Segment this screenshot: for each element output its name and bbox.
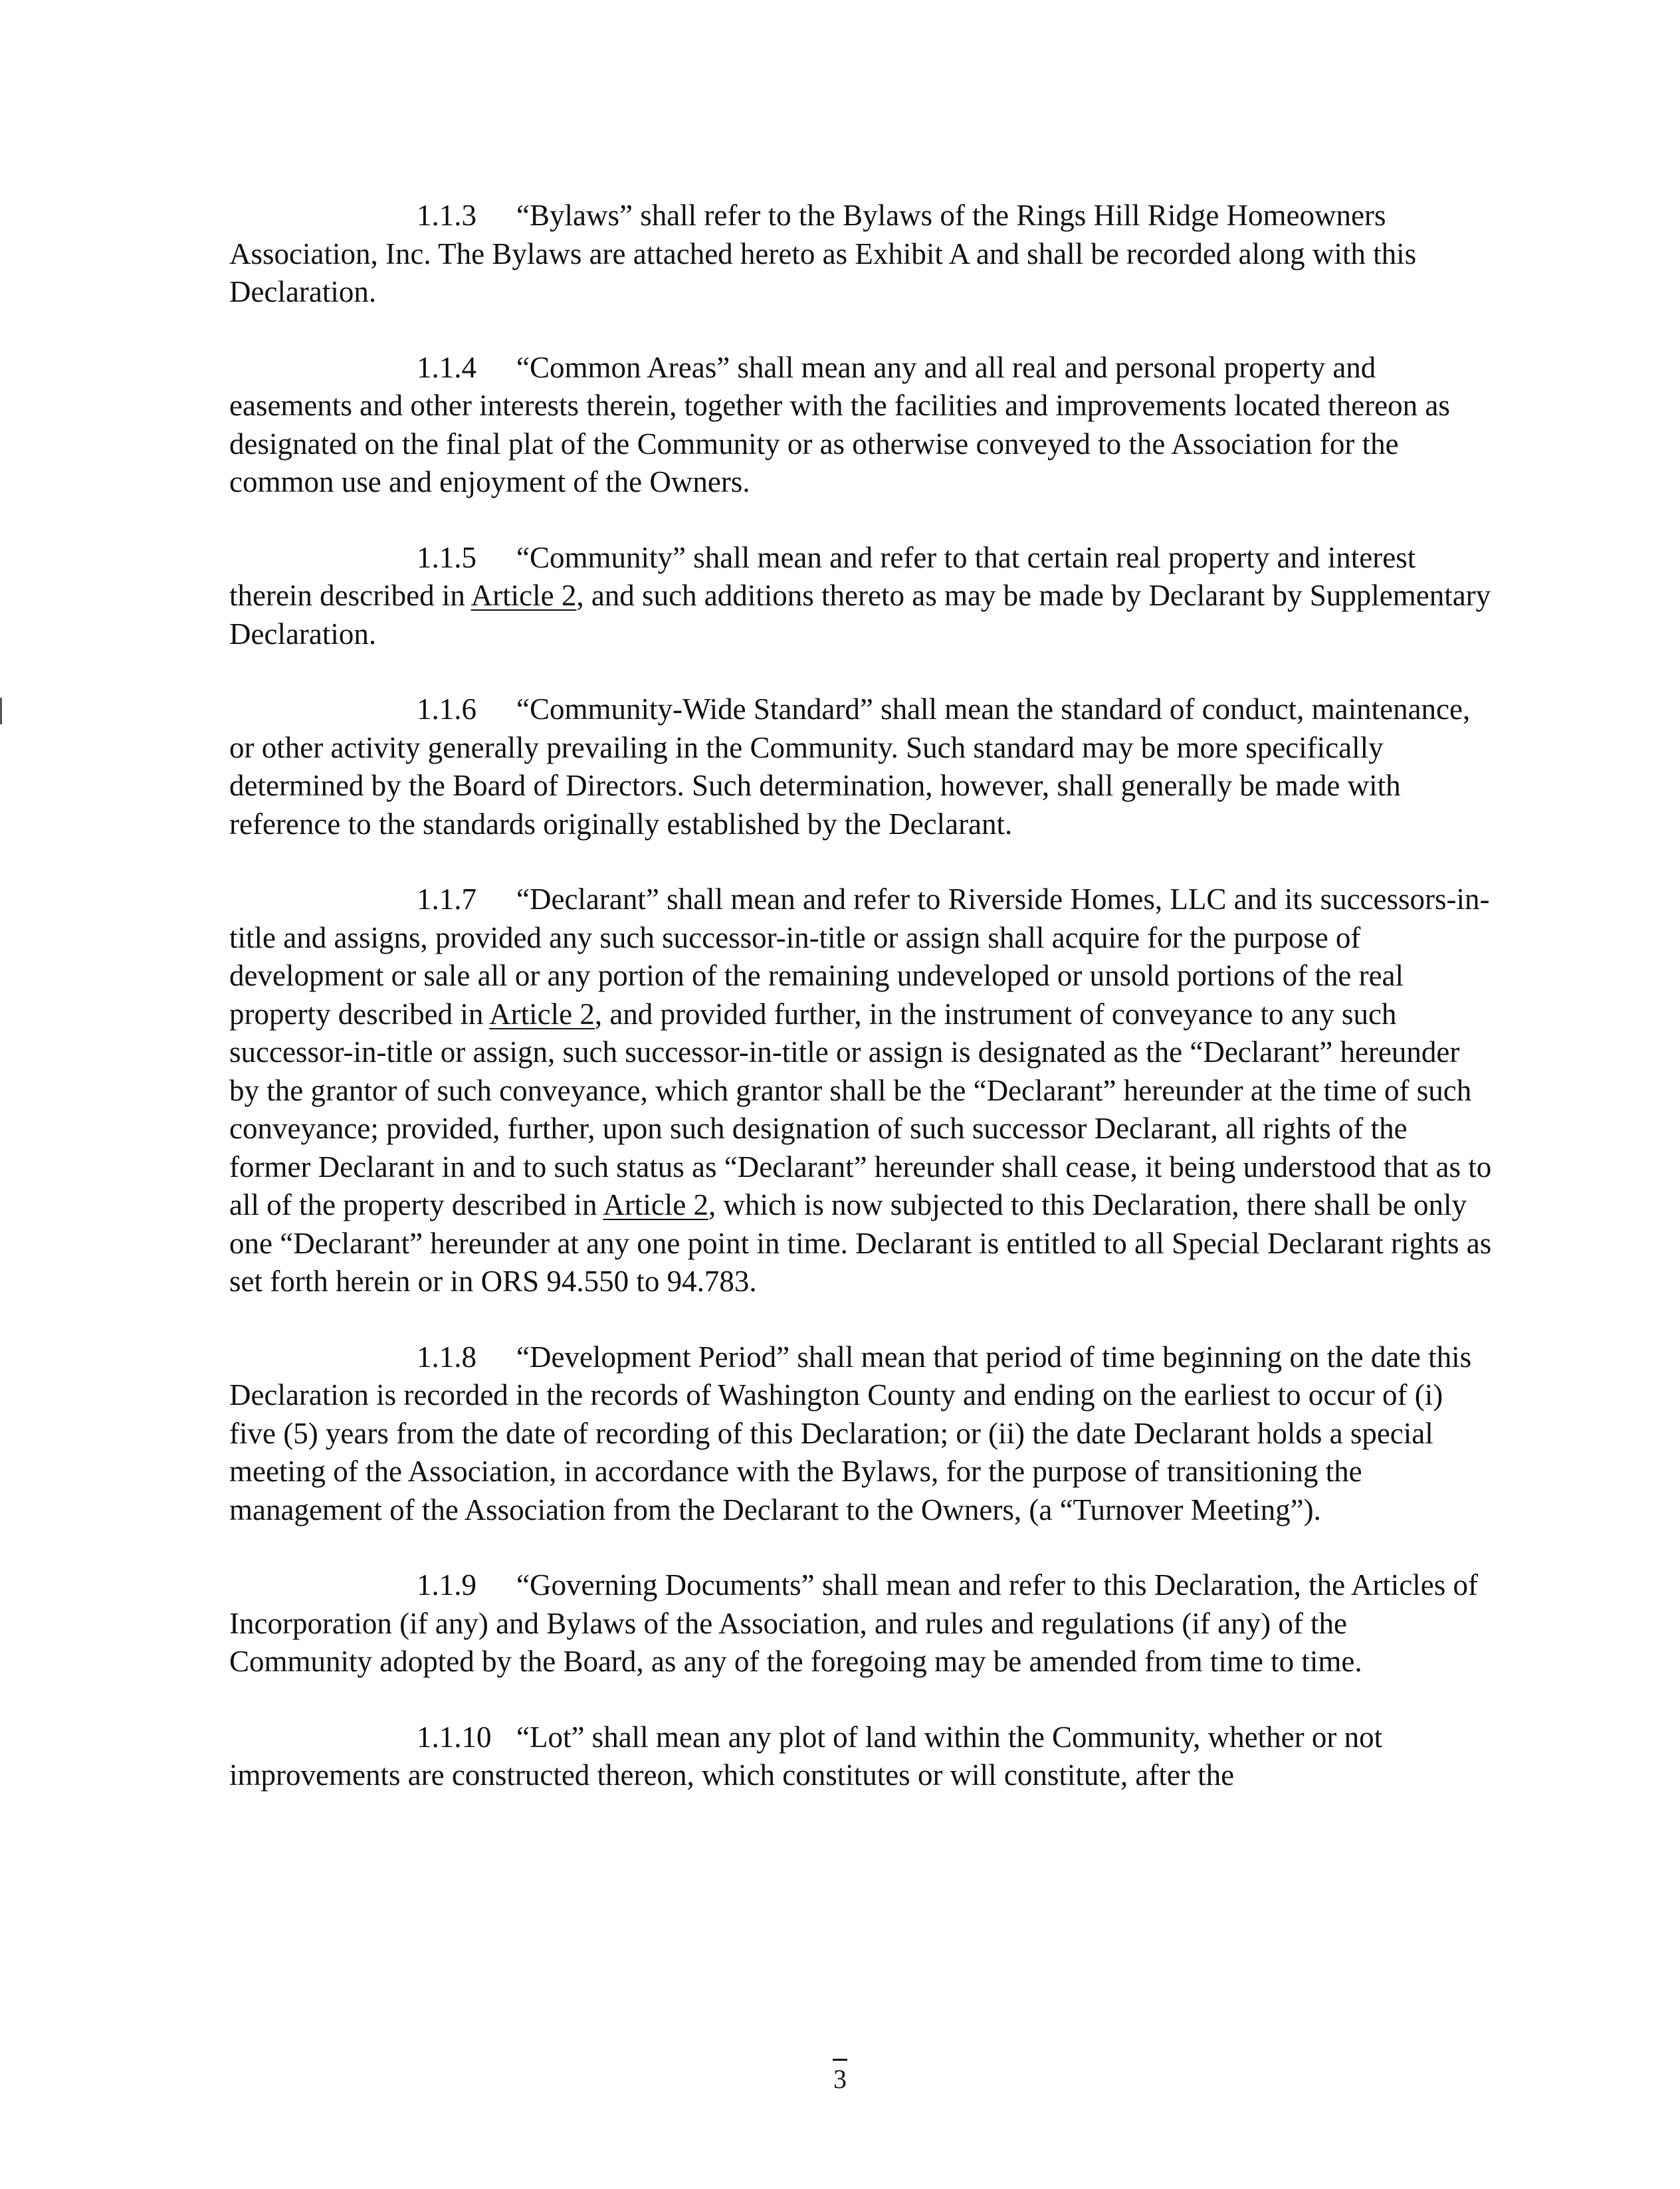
section-paragraph [229, 1566, 1492, 1681]
section-paragraph [229, 1338, 1492, 1530]
section-number: 1.1.4 [417, 350, 476, 384]
section-paragraph [229, 349, 1492, 502]
paragraph-text: “Common Areas” shall mean any and all real and personal property and easements and other interests therein, together with the facilities and improvements located thereon as designated on the final plat of the Community or as otherwise conveyed to the Association for the common use and enjoyment of the Owners. [229, 350, 1450, 498]
section-number: 1.1.9 [417, 1568, 476, 1602]
section-number: 1.1.6 [417, 692, 476, 726]
paragraph-text: “Community” shall mean and refer to that certain real property and interest therein described in [229, 540, 1416, 612]
paragraph-text: , and provided further, in the instrument of conveyance to any such successor-in-title or assign, such successor-in-title or assign is designated as the “Declarant” hereunder by the grantor of such conveyance, which grantor shall be the “Declarant” hereunder at the time of such conveyance; provided, further, upon such designation of such successor Declarant, all rights of the former Declarant in and to such status as “Declarant” hereunder shall cease, it being understood that as to all of the property described in [229, 997, 1492, 1221]
paragraph-text: , and such additions thereto as may be made by Declarant by Supplementary Declaration. [229, 579, 1491, 651]
section-paragraph [229, 881, 1492, 1301]
section-number: 1.1.5 [417, 540, 476, 574]
section-paragraph [229, 1719, 1492, 1795]
paragraph-text: “Governing Documents” shall mean and refer to this Declaration, the Articles of Incorporation (if any) and Bylaws of the Association, and rules and regulations (if any) of the Community adopted by the Board, as any of the foregoing may be amended from time to time. [229, 1568, 1479, 1678]
page-number: 3 [833, 2059, 847, 2094]
paragraph-text: “Community-Wide Standard” shall mean the standard of conduct, maintenance, or other activity generally prevailing in the Community. Such standard may be more specifically determined by the Board of Directors. Such determination, however, shall generally be made with reference to the standards originally established by the Declarant. [229, 692, 1471, 841]
scan-edge-mark [0, 698, 2, 724]
section-paragraph [229, 690, 1492, 843]
section-number: 1.1.7 [417, 883, 476, 916]
paragraph-text: “Lot” shall mean any plot of land within the Community, whether or not improvements are constructed thereon, which constitutes or will constitute, after the [229, 1720, 1383, 1792]
section-number: 1.1.10 [417, 1720, 492, 1754]
article-reference: Article 2 [471, 579, 577, 612]
document-body [229, 197, 1492, 1832]
paragraph-text: “Declarant” shall mean and refer to Riverside Homes, LLC and its successors-in-title and assigns, provided any such successor-in-title or assign shall acquire for the purpose of development or sale all or any portion of the remaining undeveloped or unsold portions of the real property described in [229, 883, 1490, 1031]
section-paragraph [229, 539, 1492, 654]
paragraph-text: “Development Period” shall mean that period of time beginning on the date this Declaration is recorded in the records of Washington County and ending on the earliest to occur of (i) five (5) years from the date of recording of this Declaration; or (ii) the date Declarant holds a special meeting of the Association, in accordance with the Bylaws, for the purpose of transitioning the management of the Association from the Declarant to the Owners, (a “Turnover Meeting”). [229, 1340, 1472, 1526]
section-number: 1.1.8 [417, 1340, 476, 1374]
article-reference: Article 2 [489, 997, 595, 1031]
page-footer [0, 2059, 1680, 2094]
section-paragraph [229, 197, 1492, 312]
article-reference: Article 2 [603, 1188, 709, 1221]
section-number: 1.1.3 [417, 199, 476, 232]
paragraph-text: , which is now subjected to this Declaration, there shall be only one “Declarant” hereunder at any one point in time. Declarant is entitled to all Special Declarant rights as set forth herein or in ORS 94.550 to 94.783. [229, 1188, 1492, 1298]
paragraph-text: “Bylaws” shall refer to the Bylaws of the Rings Hill Ridge Homeowners Association, Inc. The Bylaws are attached hereto as Exhibit A and shall be recorded along with this Declaration. [229, 199, 1417, 308]
